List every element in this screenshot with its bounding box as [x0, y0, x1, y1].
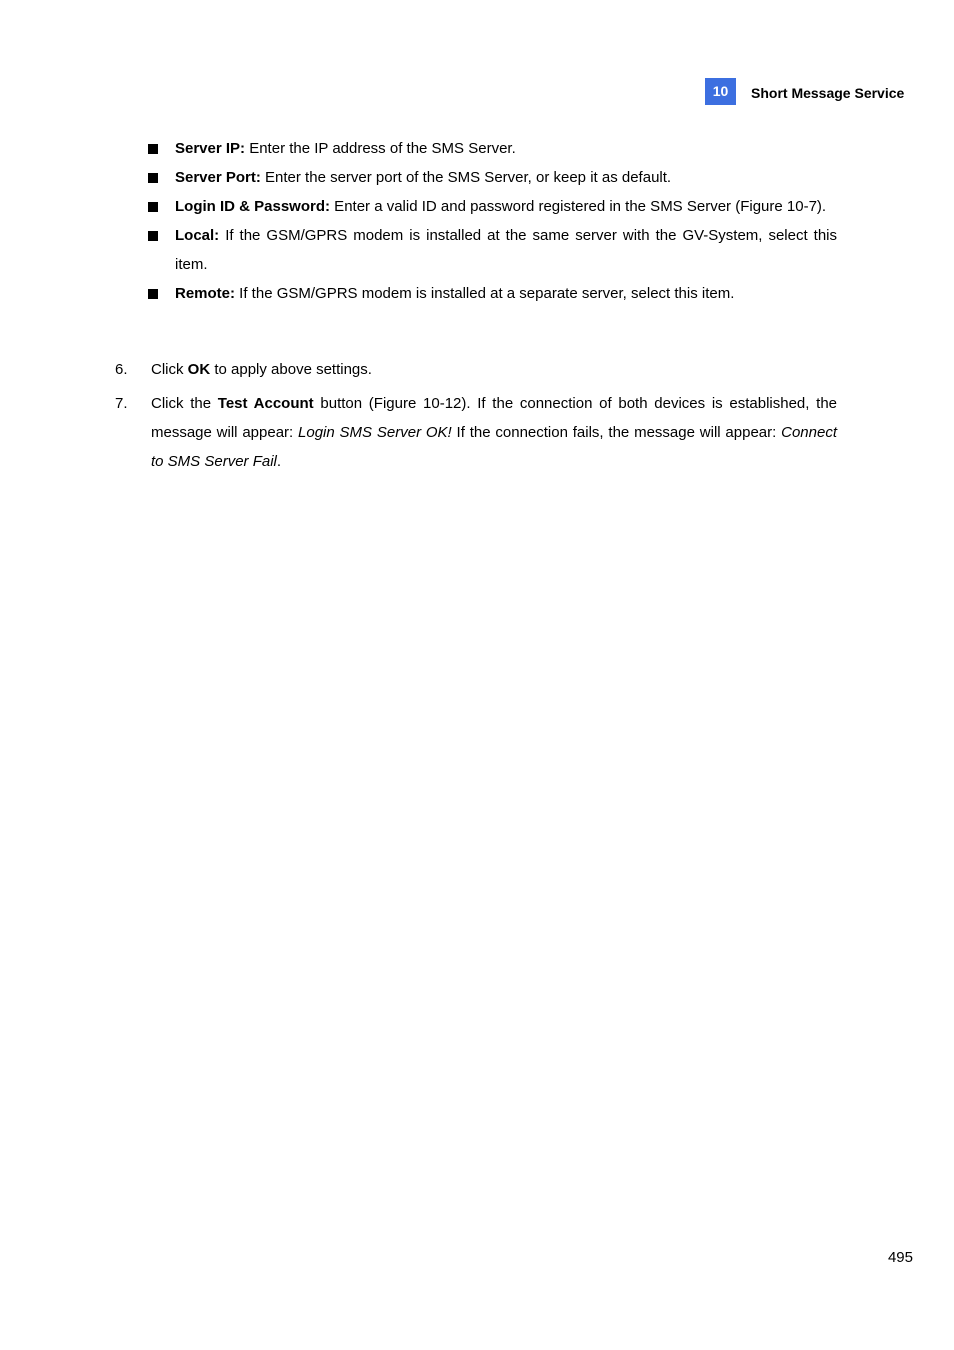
bullet-item-server-ip	[148, 134, 837, 163]
step-emphasis: OK	[187, 361, 211, 378]
square-bullet-icon	[148, 231, 158, 241]
bullet-text: Enter the IP address of the SMS Server.	[245, 140, 516, 157]
square-bullet-icon	[148, 289, 158, 299]
step-emphasis: Test Account	[217, 395, 314, 412]
bullet-label: Server Port:	[175, 169, 261, 186]
bullet-item-local	[148, 221, 837, 279]
bullet-item-server-port	[148, 163, 837, 192]
step-number: 7.	[115, 395, 128, 412]
bullet-label: Server IP:	[175, 140, 246, 157]
step-message-italic: Connect to SMS Server Fail	[151, 424, 837, 470]
step-6	[115, 355, 837, 384]
square-bullet-icon	[148, 144, 158, 154]
bullet-text: Enter a valid ID and password registered in the SMS Server (Figure 10-7).	[330, 198, 827, 215]
numbered-step-list	[115, 355, 837, 481]
bullet-item-remote	[148, 279, 837, 308]
bullet-text: If the GSM/GPRS modem is installed at a separate server, select this item.	[235, 285, 735, 302]
step-text: to apply above settings.	[210, 361, 372, 378]
step-text: If the connection fails, the message will appear:	[451, 424, 782, 441]
bullet-label: Local:	[175, 227, 220, 244]
settings-bullet-list	[148, 134, 837, 308]
square-bullet-icon	[148, 173, 158, 183]
bullet-item-login-password	[148, 192, 837, 221]
step-text: .	[276, 453, 282, 470]
step-7	[115, 389, 837, 476]
step-text: button (Figure 10-12). If the connection of both devices is established, the message will appear:	[151, 395, 838, 441]
step-text: Click the	[151, 395, 218, 412]
chapter-header	[705, 78, 935, 106]
bullet-label: Login ID & Password:	[175, 198, 331, 215]
bullet-label: Remote:	[175, 285, 236, 302]
chapter-number-badge: 10	[705, 78, 736, 105]
chapter-title: Short Message Service	[751, 85, 905, 101]
bullet-text: If the GSM/GPRS modem is installed at the same server with the GV-System, select this item.	[175, 227, 837, 273]
step-message-italic: Login SMS Server OK!	[298, 424, 452, 441]
page-number: 495	[887, 1249, 913, 1266]
step-text: Click	[151, 361, 188, 378]
bullet-text: Enter the server port of the SMS Server, or keep it as default.	[260, 169, 672, 186]
step-number: 6.	[115, 361, 128, 378]
square-bullet-icon	[148, 202, 158, 212]
